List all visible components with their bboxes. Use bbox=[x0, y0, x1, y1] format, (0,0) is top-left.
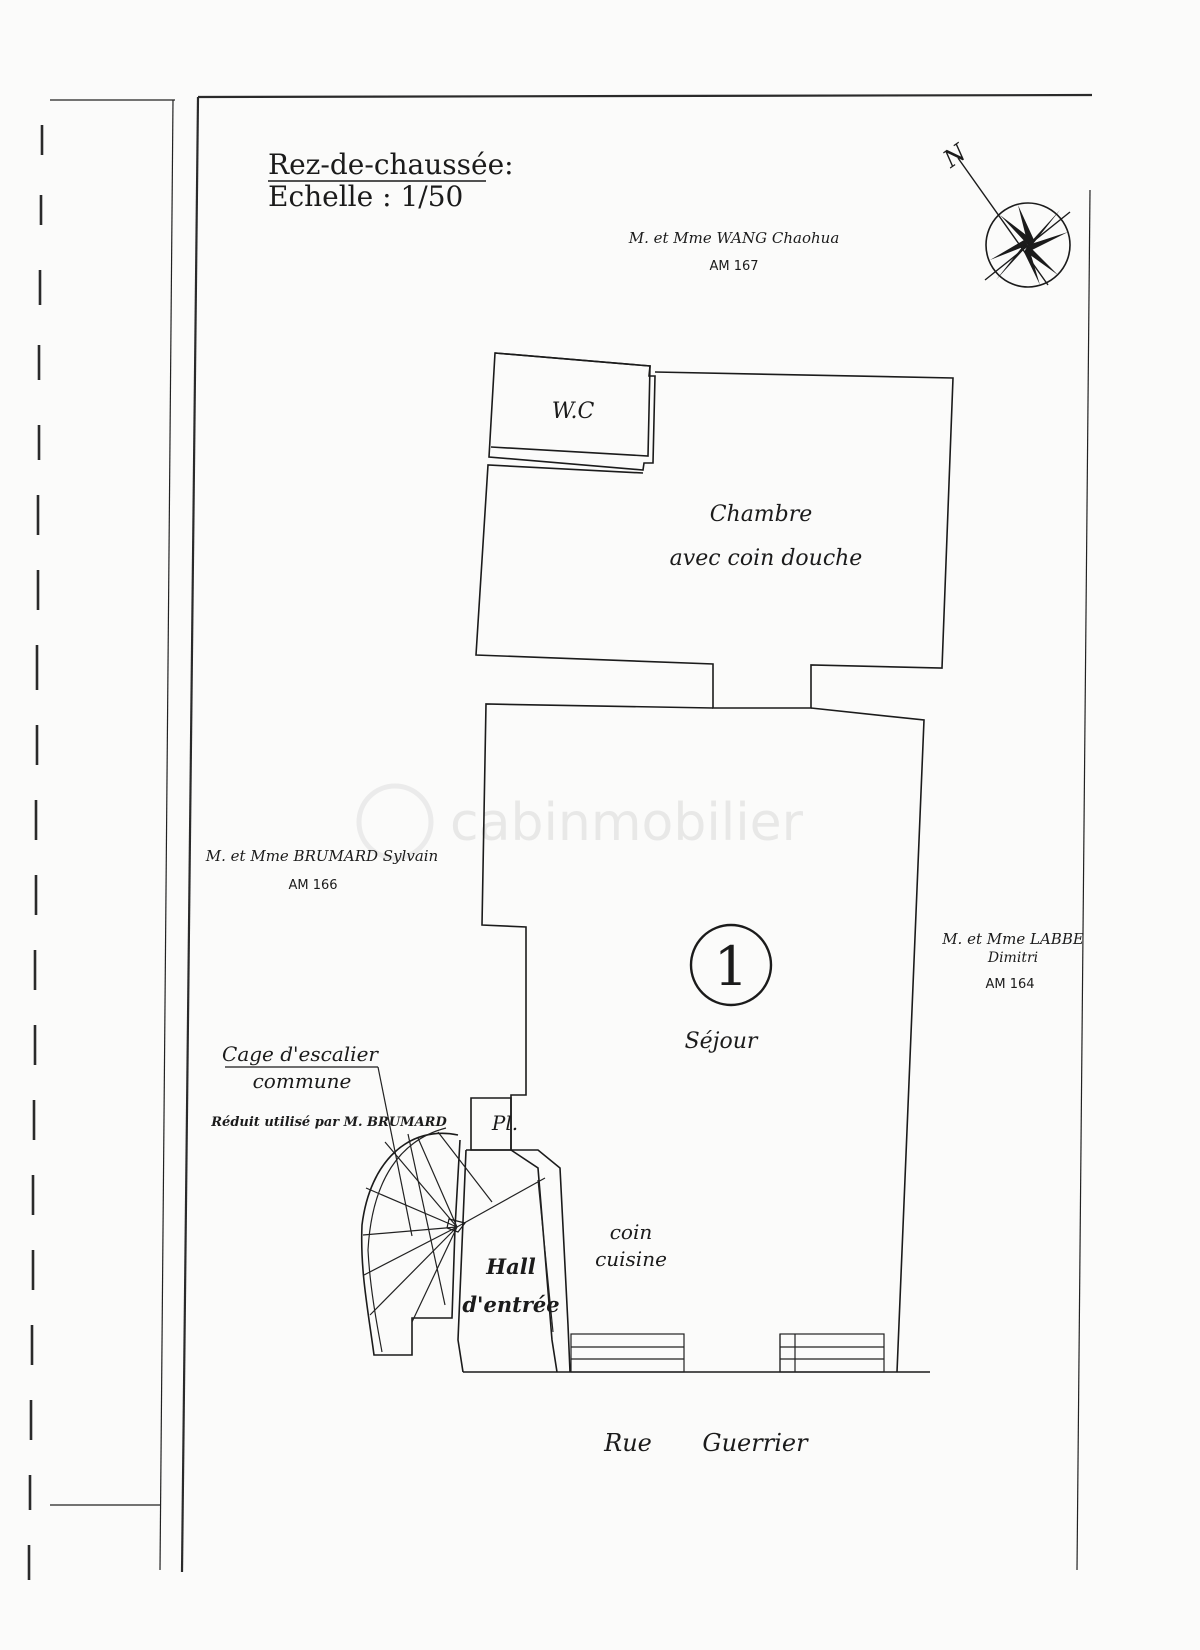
neighbor-north-parcel: AM 167 bbox=[709, 259, 759, 274]
room-label-wc: W.C bbox=[551, 399, 595, 424]
room-label-cuisine-line2: cuisine bbox=[595, 1247, 667, 1271]
left-margin-marks bbox=[29, 125, 42, 1580]
neighbor-west-parcel: AM 166 bbox=[288, 878, 338, 893]
label-cage-escalier: Cage d'escalier bbox=[222, 1042, 378, 1066]
plan-title: Rez-de-chaussée: bbox=[268, 148, 514, 181]
street-label-name: Guerrier bbox=[702, 1429, 808, 1457]
neighbor-north-name: M. et Mme WANG Chaohua bbox=[628, 229, 840, 247]
room-label-chambre-line2: avec coin douche bbox=[669, 546, 863, 571]
room-label-chambre: Chambre bbox=[709, 502, 813, 527]
plan-scale: Echelle : 1/50 bbox=[268, 180, 464, 213]
walls bbox=[362, 353, 953, 1372]
watermark-text: cabinmobilier bbox=[450, 793, 804, 853]
label-cage-escalier-line2: commune bbox=[252, 1069, 352, 1093]
compass-north-label: N bbox=[938, 138, 972, 174]
label-reduit: Réduit utilisé par M. BRUMARD bbox=[211, 1115, 447, 1130]
room-label-sejour: Séjour bbox=[684, 1029, 758, 1054]
north-arrow-compass-icon bbox=[937, 138, 1070, 287]
lot-number: 1 bbox=[713, 935, 749, 998]
room-label-hall-line2: d'entrée bbox=[462, 1292, 560, 1317]
neighbor-west-name: M. et Mme BRUMARD Sylvain bbox=[205, 847, 439, 865]
room-label-placard: Pl. bbox=[491, 1111, 519, 1135]
street-label-rue: Rue bbox=[604, 1429, 652, 1457]
neighbor-east-name-line2: Dimitri bbox=[987, 950, 1039, 966]
room-label-cuisine: coin bbox=[609, 1220, 653, 1244]
neighbor-east-parcel: AM 164 bbox=[985, 977, 1035, 992]
lot-number-badge bbox=[691, 925, 771, 1005]
room-label-hall: Hall bbox=[486, 1254, 536, 1279]
neighbor-east-name: M. et Mme LABBE bbox=[942, 930, 1084, 948]
